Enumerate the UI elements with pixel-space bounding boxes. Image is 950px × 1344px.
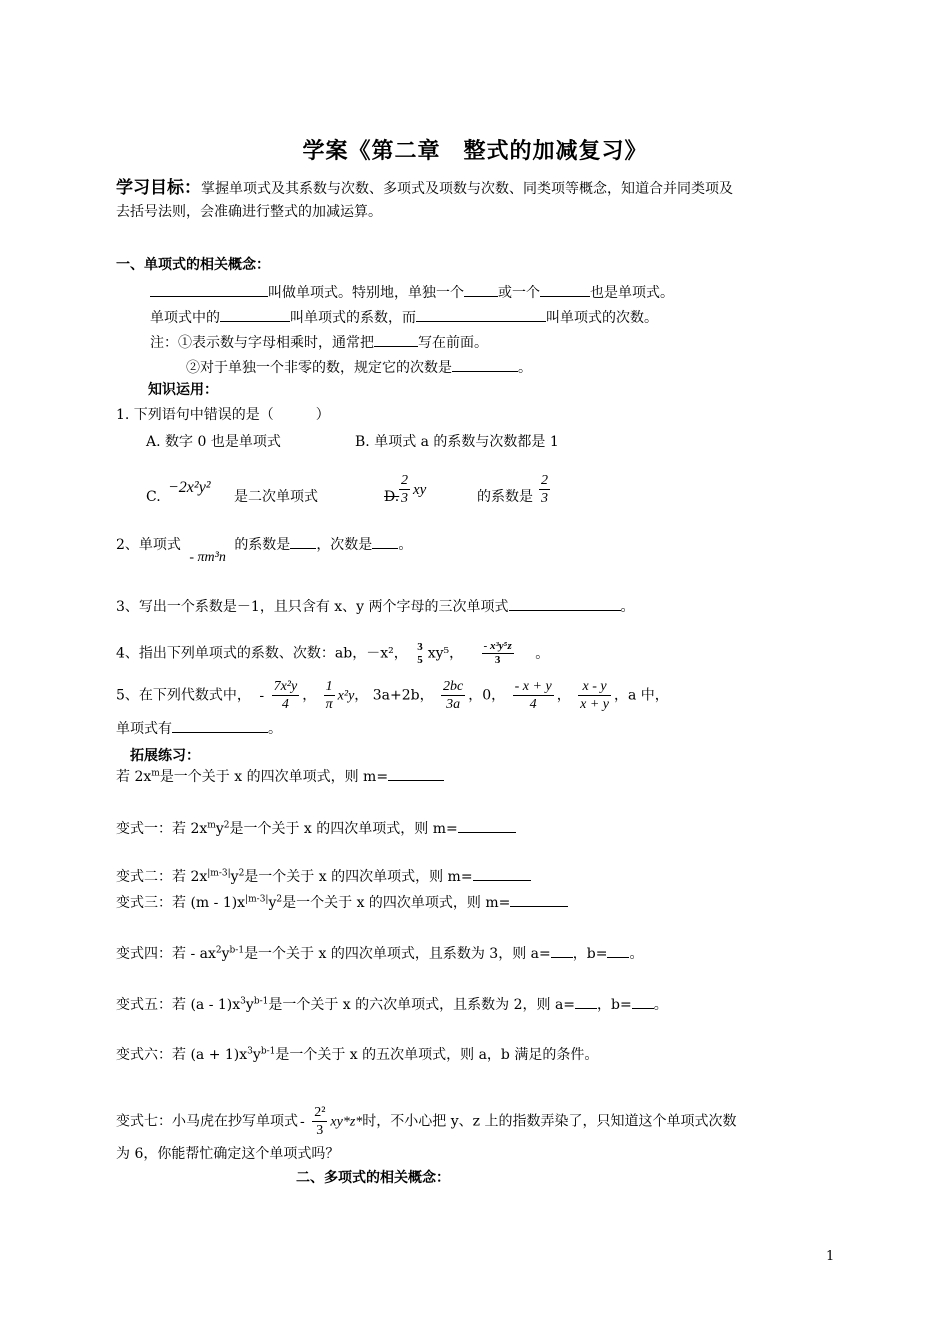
knowledge-application-heading: 知识运用： <box>148 382 218 398</box>
section2-heading: 二、多项式的相关概念： <box>296 1170 450 1186</box>
question-1-option-d-label: D. <box>384 489 400 505</box>
variant-7-line-2: 为 6，你能帮忙确定这个单项式吗？ <box>116 1146 340 1162</box>
question-4: 4、指出下列单项式的系数、次数：ab，－x²， 3 5 xy⁵， $\frac{\text{- x³y⁵z}}{3}$ 。 <box>116 640 550 666</box>
question-5-line-2: 单项式有 。 <box>116 718 282 739</box>
question-5-line-1: 5、在下列代数式中， - $\frac{\text{7x²y}}{4}$ ， $\frac{1}{\pi}$ x²y， 3a+2b， $\frac{2bc}{3a}$ ，0， $\frac{- x + y}{4}$ ， $\frac{x - y}{x + y}$ ，a 中， <box>116 679 669 712</box>
definition-line-1: 叫做单项式。特别地，单独一个 或一个 也是单项式。 <box>150 282 674 303</box>
question-1-option-c-text: 是二次单项式 <box>234 489 318 505</box>
question-1-option-c-expression: −2x²y² <box>168 479 211 496</box>
question-1-option-d-text: 的系数是 <box>477 489 533 505</box>
question-1-option-a: A. 数字 0 也是单项式 <box>146 434 281 450</box>
note-line-2: ②对于单独一个非零的数，规定它的次数是 。 <box>186 357 532 378</box>
variant-3: 变式三：若 $(m - 1)x^{|m-3|}y^2$是一个关于 x 的四次单项式，则 m= <box>116 892 568 913</box>
note-line-1: 注：①表示数与字母相乘时，通常把 写在前面。 <box>150 332 488 353</box>
variant-1: 变式一：若 $2x^my^2$是一个关于 x 的四次单项式，则 m= <box>116 818 516 839</box>
objective-line-1 <box>116 178 733 199</box>
variant-7-line-1: 变式七：小马虎在抄写单项式 - $\frac{\text{2²}}{3}$ xy*z*时，不小心把 y、z 上的指数弄染了，只知道这个单项式次数 <box>116 1105 737 1138</box>
variant-6: 变式六：若 $(a + 1)x^3y^{b-1}$是一个关于 x 的五次单项式，则 a，b 满足的条件。 <box>116 1046 599 1063</box>
question-3: 3、写出一个系数是－1，且只含有 x、y 两个字母的三次单项式 。 <box>116 596 635 617</box>
page-number: 1 <box>826 1249 835 1264</box>
question-1-option-d-fraction: $\frac{2}{3}$ xy <box>401 473 427 506</box>
question-1-option-c-label: C. <box>146 489 161 505</box>
objective-text-2: 去括号法则，会准确进行整式的加减运算。 <box>116 204 382 220</box>
variant-4: 变式四：若 - $ax^2y^{b-1}$是一个关于 x 的四次单项式，且系数为 3，则 a= ，b= 。 <box>116 943 643 964</box>
question-1-option-b: B. 单项式 a 的系数与次数都是 1 <box>355 434 559 450</box>
definition-line-2: 单项式中的 叫单项式的系数，而 叫单项式的次数。 <box>150 307 658 328</box>
variant-2: 变式二：若 $2x^{|m-3|}y^2$是一个关于 x 的四次单项式，则 m= <box>116 866 531 887</box>
question-2: 2、单项式 - πm³n 的系数是 ，次数是 。 <box>116 534 412 556</box>
extension-heading: 拓展练习： <box>130 748 200 764</box>
question-1-option-d-answer: $\frac{2}{3}$ <box>541 473 548 506</box>
section1-heading: 一、单项式的相关概念： <box>116 257 270 273</box>
objective-label: 学习目标： <box>116 178 201 198</box>
question-1-stem: 1. 下列语句中错误的是（ ） <box>116 407 330 423</box>
extension-problem: 若 $2x^m$是一个关于 x 的四次单项式，则 m= <box>116 766 444 787</box>
page-title: 学案《第二章 整式的加减复习》 <box>302 138 648 164</box>
variant-5: 变式五：若 $(a - 1)x^3y^{b-1}$是一个关于 x 的六次单项式，且系数为 2，则 a= ，b= 。 <box>116 994 668 1015</box>
objective-text-1: 掌握单项式及其系数与次数、多项式及项数与次数、同类项等概念，知道合并同类项及 <box>201 181 733 197</box>
